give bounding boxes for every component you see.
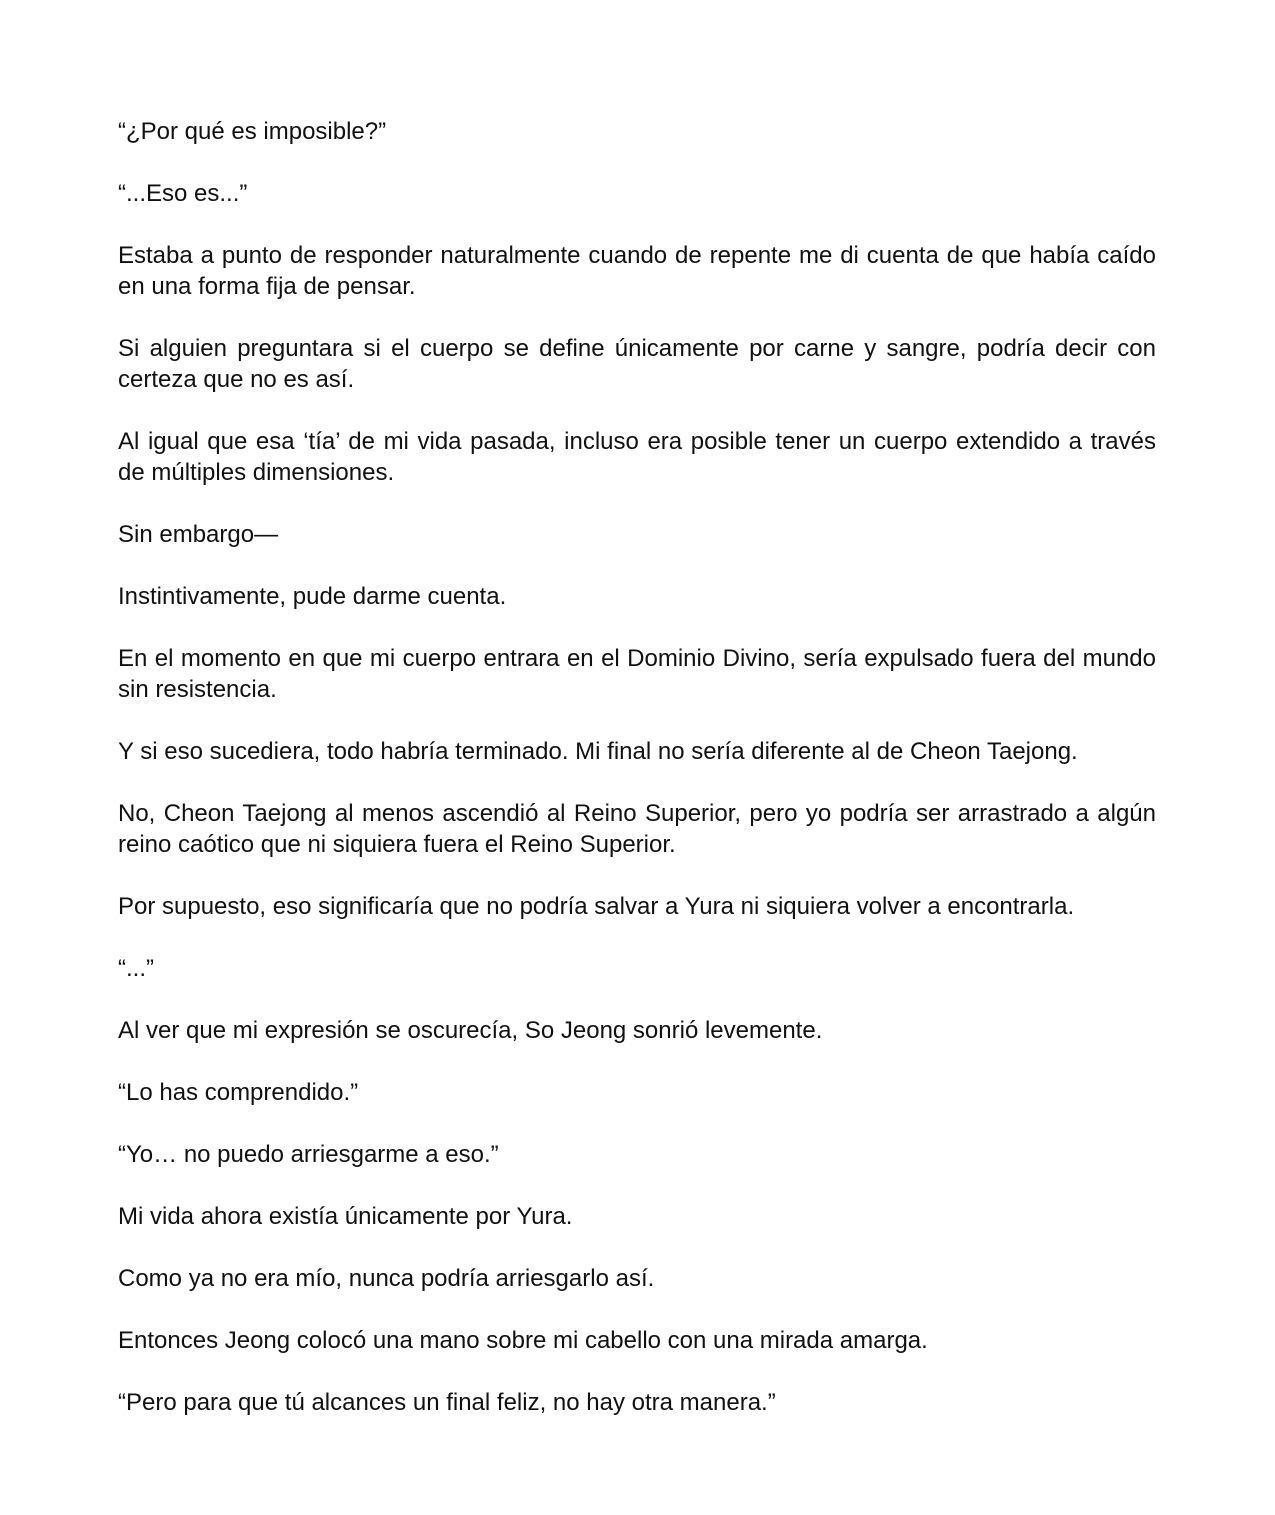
document-page (118, 116, 1156, 1449)
paragraph-16: Mi vida ahora existía únicamente por Yura. (118, 1203, 573, 1230)
paragraph-6: Sin embargo— (118, 521, 279, 548)
paragraph-17: Como ya no era mío, nunca podría arriesgarlo así. (118, 1265, 655, 1292)
paragraph-12: “...” (118, 955, 154, 982)
paragraph-13: Al ver que mi expresión se oscurecía, So Jeong sonrió levemente. (118, 1017, 823, 1044)
paragraph-1: “¿Por qué es imposible?” (118, 118, 387, 145)
paragraph-19: “Pero para que tú alcances un final feliz, no hay otra manera.” (118, 1389, 776, 1416)
paragraph-3: Estaba a punto de responder naturalmente cuando de repente me di cuenta de que había caído en una forma fija de pensar. (118, 242, 1156, 300)
paragraph-8: En el momento en que mi cuerpo entrara en el Dominio Divino, sería expulsado fuera del mundo sin resistencia. (118, 645, 1156, 703)
paragraph-5: Al igual que esa ‘tía’ de mi vida pasada, incluso era posible tener un cuerpo extendido a través de múltiples dimensiones. (118, 428, 1156, 486)
paragraph-2: “...Eso es...” (118, 180, 248, 207)
paragraph-9: Y si eso sucediera, todo habría terminado. Mi final no sería diferente al de Cheon Taejong. (118, 738, 1078, 765)
paragraph-11: Por supuesto, eso significaría que no podría salvar a Yura ni siquiera volver a encontrarla. (118, 893, 1075, 920)
paragraph-18: Entonces Jeong colocó una mano sobre mi cabello con una mirada amarga. (118, 1327, 928, 1354)
paragraph-10: No, Cheon Taejong al menos ascendió al Reino Superior, pero yo podría ser arrastrado a algún reino caótico que ni siquiera fuera el Reino Superior. (118, 800, 1156, 858)
paragraph-4: Si alguien preguntara si el cuerpo se define únicamente por carne y sangre, podría decir con certeza que no es así. (118, 335, 1156, 393)
paragraph-7: Instintivamente, pude darme cuenta. (118, 583, 507, 610)
paragraph-14: “Lo has comprendido.” (118, 1079, 359, 1106)
paragraph-15: “Yo… no puedo arriesgarme a eso.” (118, 1141, 499, 1168)
